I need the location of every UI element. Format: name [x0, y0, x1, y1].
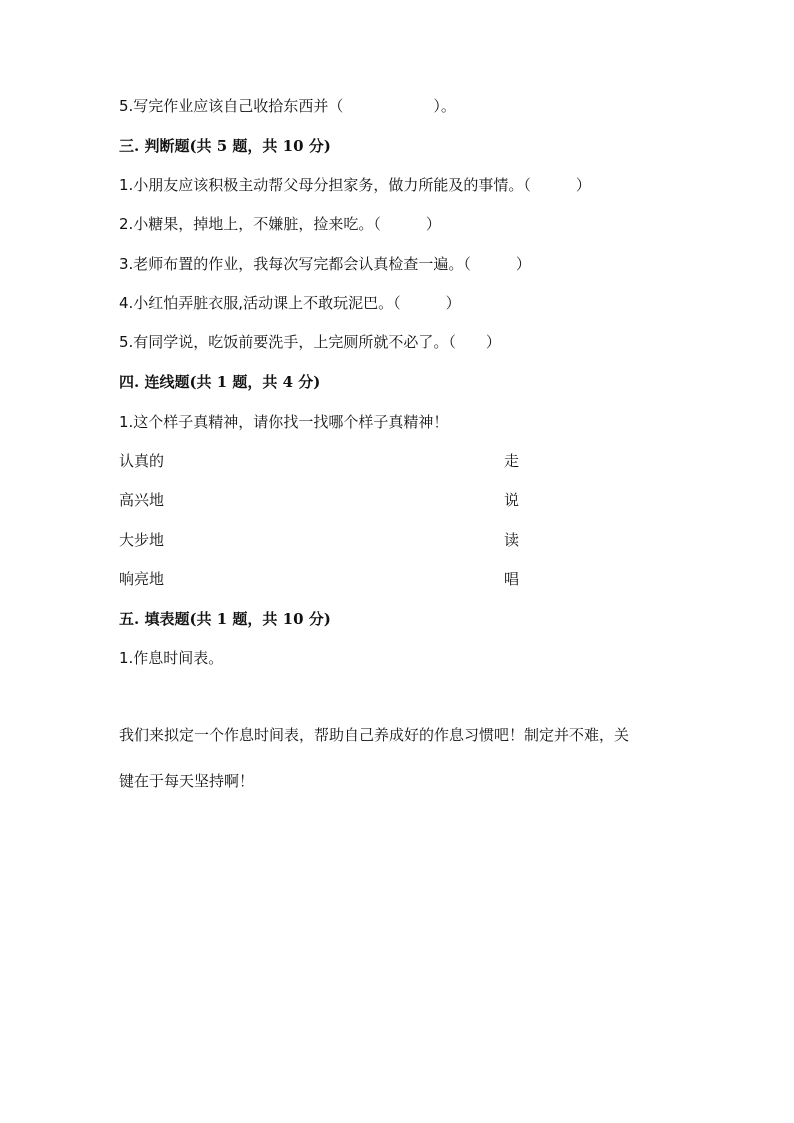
match-left-item: 大步地 [119, 531, 165, 549]
question-2-5: 5.写完作业应该自己收拾东西并（ ）。 [119, 97, 456, 115]
question-3-3: 3.老师布置的作业，我每次写完都会认真检查一遍。（ ） [119, 255, 531, 273]
question-3-1: 1.小朋友应该积极主动帮父母分担家务，做力所能及的事情。（ ） [119, 176, 591, 194]
match-right-item: 走 [504, 452, 520, 470]
match-right-item: 读 [504, 531, 520, 549]
match-left-item: 认真的 [119, 452, 165, 470]
section-5-title: 五. 填表题(共 1 题，共 10 分) [119, 610, 331, 628]
match-right-item: 唱 [504, 570, 520, 588]
question-5-text-line-2: 键在于每天坚持啊！ [119, 772, 255, 790]
question-3-5: 5.有同学说，吃饭前要洗手，上完厕所就不必了。（ ） [119, 333, 501, 351]
question-3-2: 2.小糖果，掉地上，不嫌脏，捡来吃。（ ） [119, 215, 441, 233]
question-5-1: 1.作息时间表。 [119, 649, 224, 667]
section-3-title: 三. 判断题(共 5 题，共 10 分) [119, 137, 331, 155]
match-left-item: 高兴地 [119, 491, 165, 509]
section-4-title: 四. 连线题(共 1 题，共 4 分) [119, 373, 321, 391]
match-left-item: 响亮地 [119, 570, 165, 588]
question-4-1: 1.这个样子真精神，请你找一找哪个样子真精神！ [119, 413, 449, 431]
question-5-text-line-1: 我们来拟定一个作息时间表，帮助自己养成好的作息习惯吧！制定并不难，关 [119, 726, 630, 744]
question-3-4: 4.小红怕弄脏衣服,活动课上不敢玩泥巴。（ ） [119, 294, 461, 312]
match-right-item: 说 [504, 491, 520, 509]
